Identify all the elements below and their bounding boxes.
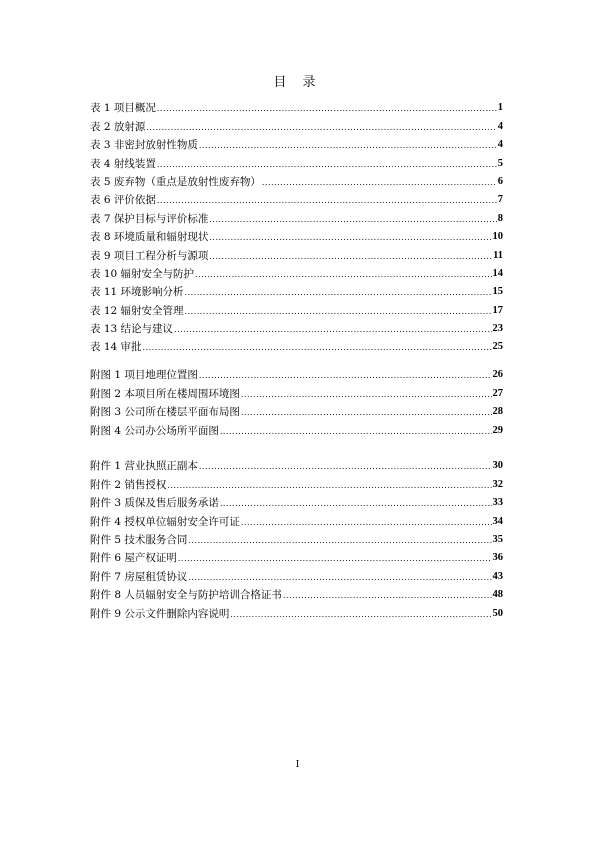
toc-entry-page: 50: [492, 607, 503, 619]
toc-dot-leader: [209, 251, 492, 263]
toc-dot-leader: [188, 572, 491, 584]
toc-entry-label: 附件 6 屋产权证明: [90, 552, 177, 565]
toc-entry[interactable]: [90, 401, 503, 419]
toc-entry-label: 表 1 项目概况: [90, 102, 156, 115]
toc-dot-leader: [157, 195, 497, 207]
toc-entry[interactable]: [90, 529, 503, 547]
toc-entry[interactable]: [90, 115, 503, 133]
toc-dot-leader: [283, 590, 492, 602]
toc-entry-page: 8: [497, 212, 503, 224]
toc-entry-label: 附件 3 质保及售后服务承诺: [90, 497, 219, 510]
toc-entry[interactable]: [90, 171, 503, 189]
toc-entry-label: 附图 2 本项目所在楼周围环境图: [90, 387, 240, 400]
toc-entry-page: 32: [492, 478, 503, 490]
toc-entry-page: 26: [492, 369, 503, 381]
toc-dot-leader: [199, 140, 497, 152]
toc-entry-label: 表 13 结论与建议: [90, 323, 174, 336]
toc-entry-page: 7: [497, 194, 503, 206]
toc-entry-page: 4: [497, 139, 503, 151]
toc-entry[interactable]: [90, 318, 503, 336]
toc-entry-label: 附件 5 技术服务合同: [90, 533, 188, 546]
toc-entry-label: 附件 1 营业执照正副本: [90, 460, 198, 473]
toc-entry-label: 附件 9 公示文件删除内容说明: [90, 607, 230, 620]
toc-entry-page: 48: [492, 589, 503, 601]
toc-entry[interactable]: [90, 584, 503, 602]
toc-entry[interactable]: [90, 473, 503, 491]
toc-entry-label: 表 14 审批: [90, 341, 142, 354]
toc-entry[interactable]: [90, 364, 503, 382]
toc-entry-page: 29: [492, 424, 503, 436]
toc-entry[interactable]: [90, 492, 503, 510]
toc-entry-page: 5: [497, 157, 503, 169]
toc-entry[interactable]: [90, 226, 503, 244]
toc-entry-page: 6: [497, 175, 503, 187]
toc-entry[interactable]: [90, 419, 503, 437]
toc-entry-page: 4: [497, 120, 503, 132]
toc-entry-label: 附图 1 项目地理位置图: [90, 369, 198, 382]
toc-tables-list: [90, 97, 503, 354]
toc-dot-leader: [167, 480, 491, 492]
toc-entry-page: 34: [492, 515, 503, 527]
toc-dot-leader: [220, 498, 492, 510]
toc-dot-leader: [199, 461, 492, 473]
toc-entry-label: 附件 7 房屋租赁协议: [90, 570, 188, 583]
toc-dot-leader: [209, 214, 496, 226]
toc-dot-leader: [185, 306, 492, 318]
toc-entry[interactable]: [90, 281, 503, 299]
toc-entry-label: 表 7 保护目标与评价标准: [90, 212, 209, 225]
toc-entry-page: 17: [492, 304, 503, 316]
toc-entry-label: 附图 4 公司办公场所平面图: [90, 424, 219, 437]
toc-attachments-list: [90, 455, 503, 621]
toc-entry[interactable]: [90, 97, 503, 115]
toc-entry-label: 表 5 废弃物（重点是放射性废弃物）: [90, 175, 261, 188]
page-number: I: [295, 760, 300, 770]
toc-entry[interactable]: [90, 299, 503, 317]
toc-entry[interactable]: [90, 207, 503, 225]
toc-dot-leader: [185, 287, 492, 299]
toc-entry-page: 30: [492, 460, 503, 472]
toc-dot-leader: [209, 232, 491, 244]
toc-entry-page: 1: [497, 102, 503, 114]
toc-entry-label: 表 10 辐射安全与防护: [90, 267, 195, 280]
toc-entry[interactable]: [90, 244, 503, 262]
toc-dot-leader: [157, 159, 497, 171]
toc-dot-leader: [188, 535, 491, 547]
toc-dot-leader: [241, 407, 492, 419]
toc-dot-leader: [241, 517, 492, 529]
toc-dot-leader: [143, 342, 492, 354]
toc-entry-label: 表 6 评价依据: [90, 194, 156, 207]
toc-entry-label: 表 8 环境质量和辐射现状: [90, 231, 209, 244]
toc-entry-label: 附图 3 公司所在楼层平面布局图: [90, 406, 240, 419]
toc-entry-page: 33: [492, 497, 503, 509]
toc-entry-label: 附件 2 销售授权: [90, 478, 167, 491]
toc-dot-leader: [220, 426, 492, 438]
toc-entry[interactable]: [90, 189, 503, 207]
toc-entry-page: 43: [492, 570, 503, 582]
toc-entry[interactable]: [90, 152, 503, 170]
toc-dot-leader: [195, 269, 491, 281]
toc-entry-page: 23: [492, 323, 503, 335]
toc-entry-label: 表 11 环境影响分析: [90, 286, 184, 299]
toc-entry[interactable]: [90, 336, 503, 354]
toc-dot-leader: [241, 389, 492, 401]
toc-entry-page: 10: [492, 231, 503, 243]
toc-entry-label: 表 2 放射源: [90, 120, 146, 133]
toc-entry-page: 25: [492, 341, 503, 353]
toc-entry-label: 表 9 项目工程分析与源项: [90, 249, 209, 262]
page-title: 目 录: [273, 75, 322, 90]
toc-entry-page: 36: [492, 552, 503, 564]
toc-dot-leader: [146, 122, 496, 134]
toc-entry[interactable]: [90, 547, 503, 565]
toc-entry[interactable]: [90, 382, 503, 400]
toc-dot-leader: [262, 177, 497, 189]
toc-entry-page: 28: [492, 406, 503, 418]
toc-entry-page: 27: [492, 387, 503, 399]
toc-entry[interactable]: [90, 510, 503, 528]
toc-entry[interactable]: [90, 565, 503, 583]
toc-dot-leader: [230, 609, 491, 621]
toc-dot-leader: [199, 370, 492, 382]
toc-entry[interactable]: [90, 134, 503, 152]
toc-entry-page: 14: [492, 267, 503, 279]
toc-entry-page: 11: [493, 249, 503, 261]
toc-entry-label: 附件 4 授权单位辐射安全许可证: [90, 515, 240, 528]
toc-entry-label: 表 4 射线装置: [90, 157, 156, 170]
toc-entry[interactable]: [90, 263, 503, 281]
toc-entry-label: 表 3 非密封放射性物质: [90, 139, 198, 152]
toc-entry-label: 表 12 辐射安全管理: [90, 304, 184, 317]
toc-entry[interactable]: [90, 602, 503, 620]
toc-entry[interactable]: [90, 455, 503, 473]
toc-dot-leader: [157, 103, 497, 115]
toc-dot-leader: [174, 324, 491, 336]
toc-figures-list: [90, 364, 503, 438]
toc-dot-leader: [178, 553, 492, 565]
toc-entry-page: 35: [492, 533, 503, 545]
toc-entry-page: 15: [492, 286, 503, 298]
toc-entry-label: 附件 8 人员辐射安全与防护培训合格证书: [90, 589, 282, 602]
